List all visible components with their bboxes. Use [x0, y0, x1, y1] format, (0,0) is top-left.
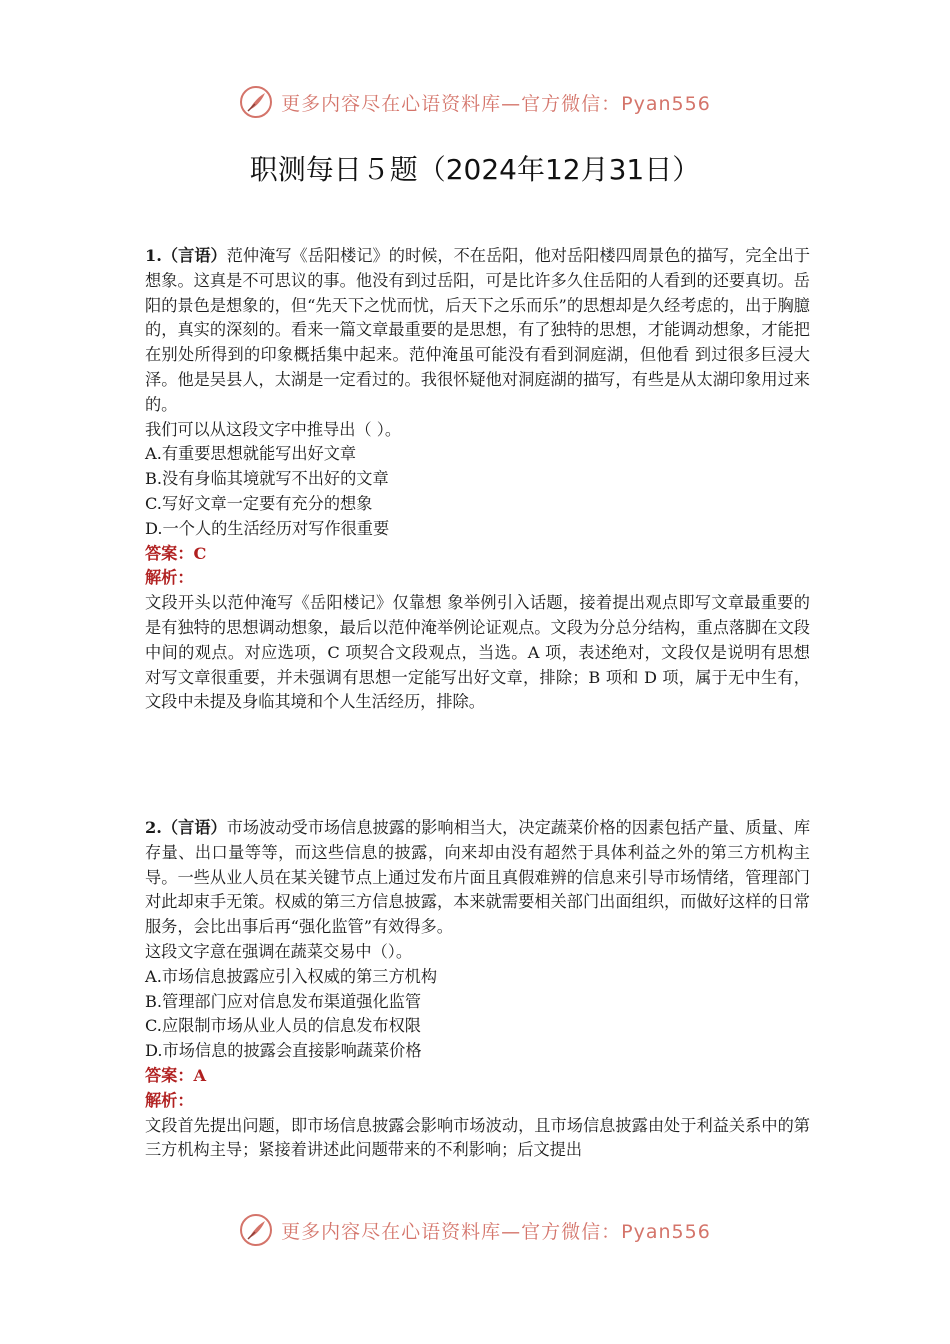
option-d: D.一个人的生活经历对写作很重要 — [145, 518, 390, 538]
question-stem: 我们可以从这段文字中推导出（ ）。 — [145, 419, 402, 439]
option-d: D.市场信息的披露会直接影响蔬菜价格 — [145, 1041, 422, 1061]
footer-banner — [0, 1210, 950, 1250]
option-c: C.应限制市场从业人员的信息发布权限 — [145, 1016, 421, 1036]
analysis-label: 解析： — [145, 568, 194, 588]
option-b: B.没有身临其境就写不出好的文章 — [145, 469, 389, 489]
question-stem: 这段文字意在强调在蔬菜交易中（）。 — [145, 941, 413, 961]
feather-pen-logo-icon — [239, 85, 273, 119]
banner-text: 更多内容尽在心语资料库—官方微信：Pyan556 — [281, 1220, 711, 1243]
option-c: C.写好文章一定要有充分的想象 — [145, 493, 373, 513]
passage-text: 市场波动受市场信息披露的影响相当大，决定蔬菜价格的因素包括产量、质量、库存量、出口量等等，而这些信息的披露，向来却由没有超然于具体利益之外的第三方机构主导。一些从业人员在某关键节点上通过发布片面且真假难辨的信息来引导市场情绪，管理部门对此却束手无策。权威的第三方信息披露，本来就需要相关部门出面组织，而做好这样的日常服务，会比出事后再“强化监管”有效得多。 — [145, 818, 811, 937]
feather-pen-logo-icon — [239, 1213, 273, 1247]
question-category: （言语） — [161, 246, 227, 265]
question-passage — [145, 816, 810, 940]
question-category: （言语） — [161, 818, 227, 837]
analysis-label: 解析： — [145, 1090, 194, 1110]
option-b: B.管理部门应对信息发布渠道强化监管 — [145, 991, 422, 1011]
answer: 答案：A — [145, 1065, 207, 1085]
header-banner — [0, 82, 950, 122]
analysis-text: 文段开头以范仲淹写《岳阳楼记》仅靠想 象举例引入话题，接着提出观点即写文章最重要的是有独特的思想调动想象，最后以范仲淹举例论证观点。文段为分总分结构，重点落脚在文段中间的观点。对应选项，C 项契合文段观点，当选。A 项，表述绝对，文段仅是说明有思想对写文章很重要，并未强调有思想一定能写出好文章，排除；B 项和 D 项，属于无中生有，文段中未提及身临其境和个人生活经历，排除。 — [145, 593, 810, 712]
option-a: A.有重要思想就能写出好文章 — [145, 444, 357, 464]
question-2 — [145, 816, 810, 1163]
question-number: 1. — [145, 246, 162, 265]
answer: 答案：C — [145, 543, 207, 563]
question-1 — [145, 244, 810, 715]
option-a: A.市场信息披露应引入权威的第三方机构 — [145, 966, 438, 986]
analysis-text: 文段首先提出问题，即市场信息披露会影响市场波动，且市场信息披露由处于利益关系中的第三方机构主导；紧接着讲述此问题带来的不利影响；后文提出 — [145, 1115, 810, 1160]
page-title: 职测每日５题（2024年12月31日） — [249, 153, 701, 186]
question-number: 2. — [145, 818, 162, 837]
banner-text: 更多内容尽在心语资料库—官方微信：Pyan556 — [281, 92, 711, 115]
question-passage — [145, 244, 810, 418]
passage-text: 范仲淹写《岳阳楼记》的时候，不在岳阳，他对岳阳楼四周景色的描写，完全出于想象。这真是不可思议的事。他没有到过岳阳，可是比许多久住岳阳的人看到的还要真切。岳阳的景色是想象的，但“先天下之忧而忧，后天下之乐而乐”的思想却是久经考虑的，出于胸臆的，真实的深刻的。看来一篇文章最重要的是思想，有了独特的思想，才能调动想象，才能把在别处所得到的印象概括集中起来。范仲淹虽可能没有看到洞庭湖，但他看 到过很多巨浸大泽。他是吴县人，太湖是一定看过的。我很怀疑他对洞庭湖的描写，有些是从太湖印象用过来的。 — [145, 246, 811, 414]
